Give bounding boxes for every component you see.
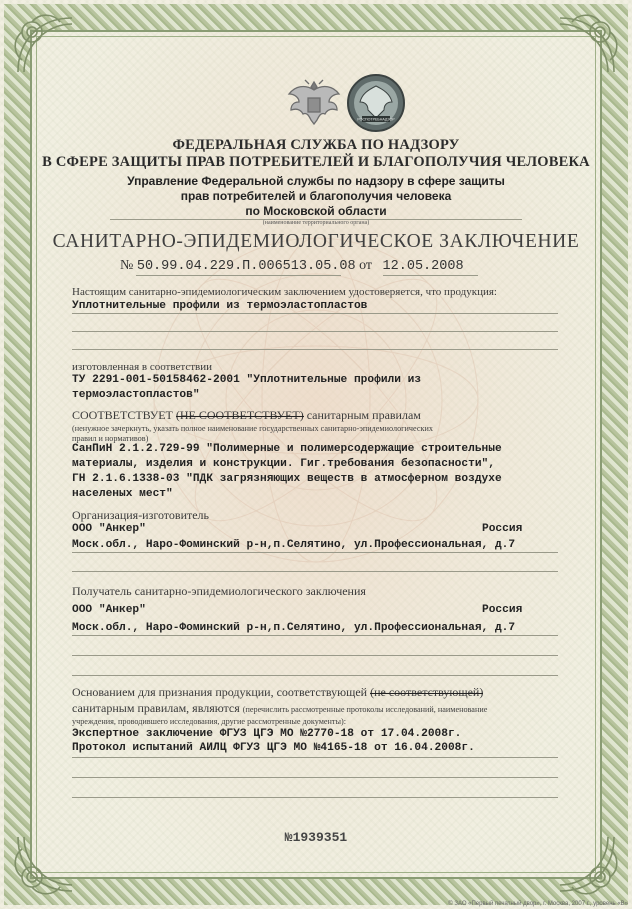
basis-label-line1 <box>72 685 483 700</box>
recipient-underline <box>72 635 558 636</box>
manufacturer-blank-line <box>72 571 558 572</box>
basis-line1: Экспертное заключение ФГУЗ ЦГЭ МО №2770-18 от 17.04.2008г. <box>72 728 462 740</box>
date-underline <box>383 275 478 276</box>
certificate-number-line <box>120 258 464 274</box>
spec-line2: термоэластопластов" <box>72 389 200 401</box>
certificate-date: 12.05.2008 <box>382 259 464 274</box>
conformity-line <box>72 408 421 423</box>
not-complies-struck: (НЕ СООТВЕТСТВУЕТ) <box>175 408 304 422</box>
manufacturer-country: Россия <box>482 523 523 535</box>
manufacturer-name: ООО "Анкер" <box>72 523 146 535</box>
recipient-address: Моск.обл., Наро-Фоминский р-н,п.Селятино, ул.Профессиональная, д.7 <box>72 622 516 634</box>
complies-text: СООТВЕТСТВУЕТ <box>72 408 173 422</box>
basis-hint-line1: (перечислить рассмотренные протоколы исследований, наименование <box>242 705 488 714</box>
product-blank-line <box>72 331 558 332</box>
number-prefix: № <box>120 258 134 273</box>
product-name: Уплотнительные профили из термоэластопластов <box>72 300 368 312</box>
basis-blank-line <box>72 777 558 778</box>
agency-name-line1: ФЕДЕРАЛЬНАЯ СЛУЖБА ПО НАДЗОРУ <box>172 137 460 153</box>
manufactured-label: изготовленная в соответствии <box>72 361 212 373</box>
recipient-country: Россия <box>482 604 523 616</box>
manufacturer-address: Моск.обл., Наро-Фоминский р-н,п.Селятино, ул.Профессиональная, д.7 <box>72 539 516 551</box>
spec-line1: ТУ 2291-001-50158462-2001 "Уплотнительные профили из <box>72 374 422 386</box>
recipient-blank-line <box>72 655 558 656</box>
rules-text: санитарным правилам <box>306 408 421 422</box>
corner-ornament-icon <box>10 10 80 80</box>
department-line1: Управление Федеральной службы по надзору в сфере защиты <box>127 174 505 188</box>
basis-line2: Протокол испытаний АИЛЦ ФГУЗ ЦГЭ МО №4165-18 от 16.04.2008г. <box>72 742 475 754</box>
basis-label-part1: Основанием для признания продукции, соответствующей <box>72 685 368 699</box>
basis-label-struck: (не соответствующей) <box>370 685 484 699</box>
number-underline <box>136 275 341 276</box>
conformity-hint-line2: правил и нормативов) <box>72 433 149 443</box>
serial-number: №1939351 <box>284 830 348 845</box>
recipient-blank-line <box>72 675 558 676</box>
department-line2: прав потребителей и благополучия человека <box>180 189 452 203</box>
basis-label-line2 <box>72 701 487 716</box>
product-underline <box>72 313 558 314</box>
recipient-name: ООО "Анкер" <box>72 604 146 616</box>
date-prefix: от <box>359 258 373 273</box>
manufacturer-underline <box>72 552 558 553</box>
certificate-number: 50.99.04.229.П.006513.05.08 <box>136 259 356 274</box>
coat-of-arms-icon <box>283 72 345 134</box>
norms-line1: СанПиН 2.1.2.729-99 "Полимерные и полимерсодержащие строительные <box>72 443 502 455</box>
basis-label-part2: санитарным правилам, являются <box>72 701 240 715</box>
product-blank-line <box>72 349 558 350</box>
basis-underline <box>72 757 558 758</box>
basis-blank-line <box>72 797 558 798</box>
norms-line2: материалы, изделия и конструкции. Гиг.требования безопасности", <box>72 458 495 470</box>
norms-line4: населеных мест" <box>72 488 173 500</box>
agency-name-line2: В СФЕРЕ ЗАЩИТЫ ПРАВ ПОТРЕБИТЕЛЕЙ И БЛАГОПОЛУЧИЯ ЧЕЛОВЕКА <box>42 154 590 170</box>
hologram-text: РОСПОТРЕБНАДЗОР <box>357 117 395 122</box>
recipient-label: Получатель санитарно-эпидемиологического заключения <box>72 584 366 598</box>
printer-imprint: © ЗАО «Первый печатный двор», г. Москва, 2007 г., уровень «В» <box>448 901 628 907</box>
department-line3: по Московской области <box>245 204 387 218</box>
department-caption: (наименование территориального органа) <box>262 220 370 226</box>
conformity-hint <box>72 424 542 443</box>
norms-line3: ГН 2.1.6.1338-03 "ПДК загрязняющих веществ в атмосферном воздухе <box>72 473 502 485</box>
product-intro: Настоящим санитарно-эпидемиологическим заключением удостоверяется, что продукция: <box>72 286 497 298</box>
document-title: САНИТАРНО-ЭПИДЕМИОЛОГИЧЕСКОЕ ЗАКЛЮЧЕНИЕ <box>52 231 580 252</box>
hologram-icon <box>346 72 406 134</box>
basis-hint-line2: учреждения, проводившего исследования, другие рассмотренные документы): <box>72 717 346 726</box>
manufacturer-label: Организация-изготовитель <box>72 508 210 522</box>
conformity-hint-line1: (ненужное зачеркнуть, указать полное наименование государственных санитарно-эпидемиологических <box>72 424 433 433</box>
corner-ornament-icon <box>552 10 622 80</box>
